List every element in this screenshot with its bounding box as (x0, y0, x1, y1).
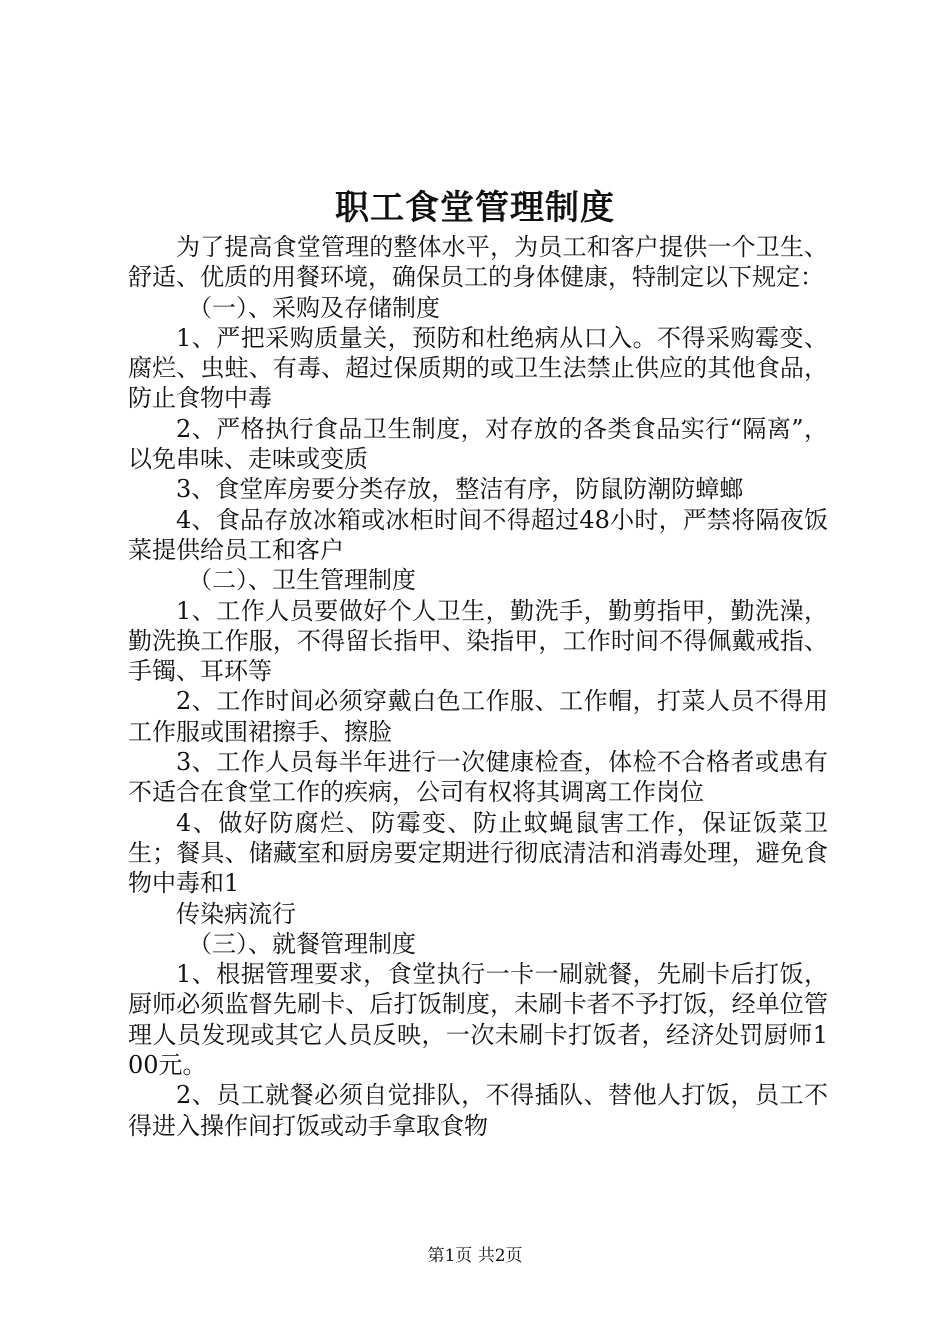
section-heading-hygiene: （二）、卫生管理制度 (188, 566, 416, 595)
list-item: 3、工作人员每半年进行一次健康检查，体检不合格者或患有不适合在食堂工作的疾病，公司有权将其调离工作岗位 (128, 748, 828, 807)
continuation-line: 传染病流行 (176, 899, 296, 928)
list-item: 4、做好防腐烂、防霉变、防止蚊蝇鼠害工作，保证饭菜卫生；餐具、储藏室和厨房要定期进行彻底清洁和消毒处理，避免食物中毒和1 (128, 808, 828, 898)
page-footer: 第1页 共2页 (427, 1246, 523, 1266)
document-body (128, 232, 828, 1141)
intro-paragraph: 为了提高食堂管理的整体水平，为员工和客户提供一个卫生、舒适、优质的用餐环境，确保员工的身体健康，特制定以下规定： (128, 233, 828, 292)
list-item: 3、食堂库房要分类存放，整洁有序，防鼠防潮防蟑螂 (176, 475, 744, 504)
list-item: 4、食品存放冰箱或冰柜时间不得超过48小时，严禁将隔夜饭菜提供给员工和客户 (128, 505, 828, 564)
list-item: 2、工作时间必须穿戴白色工作服、工作帽，打菜人员不得用工作服或围裙擦手、擦脸 (128, 687, 828, 746)
document-title: 职工食堂管理制度 (335, 188, 615, 228)
list-item: 1、工作人员要做好个人卫生，勤洗手，勤剪指甲，勤洗澡，勤洗换工作服，不得留长指甲、染指甲，工作时间不得佩戴戒指、手镯、耳环等 (128, 596, 828, 686)
section-heading-purchase: （一）、采购及存储制度 (188, 293, 440, 322)
list-item: 1、根据管理要求，食堂执行一卡一刷就餐，先刷卡后打饭，厨师必须监督先刷卡、后打饭制度，未刷卡者不予打饭，经单位管理人员发现或其它人员反映，一次未刷卡打饭者，经济处罚厨师100元。 (128, 960, 828, 1080)
list-item: 2、员工就餐必须自觉排队，不得插队、替他人打饭，员工不得进入操作间打饭或动手拿取食物 (128, 1081, 828, 1140)
list-item: 1、严把采购质量关，预防和杜绝病从口入。不得采购霉变、腐烂、虫蛀、有毒、超过保质期的或卫生法禁止供应的其他食品，防止食物中毒 (128, 323, 828, 413)
section-heading-dining: （三）、就餐管理制度 (188, 929, 416, 958)
list-item: 2、严格执行食品卫生制度，对存放的各类食品实行“隔离”，以免串味、走味或变质 (128, 414, 828, 474)
